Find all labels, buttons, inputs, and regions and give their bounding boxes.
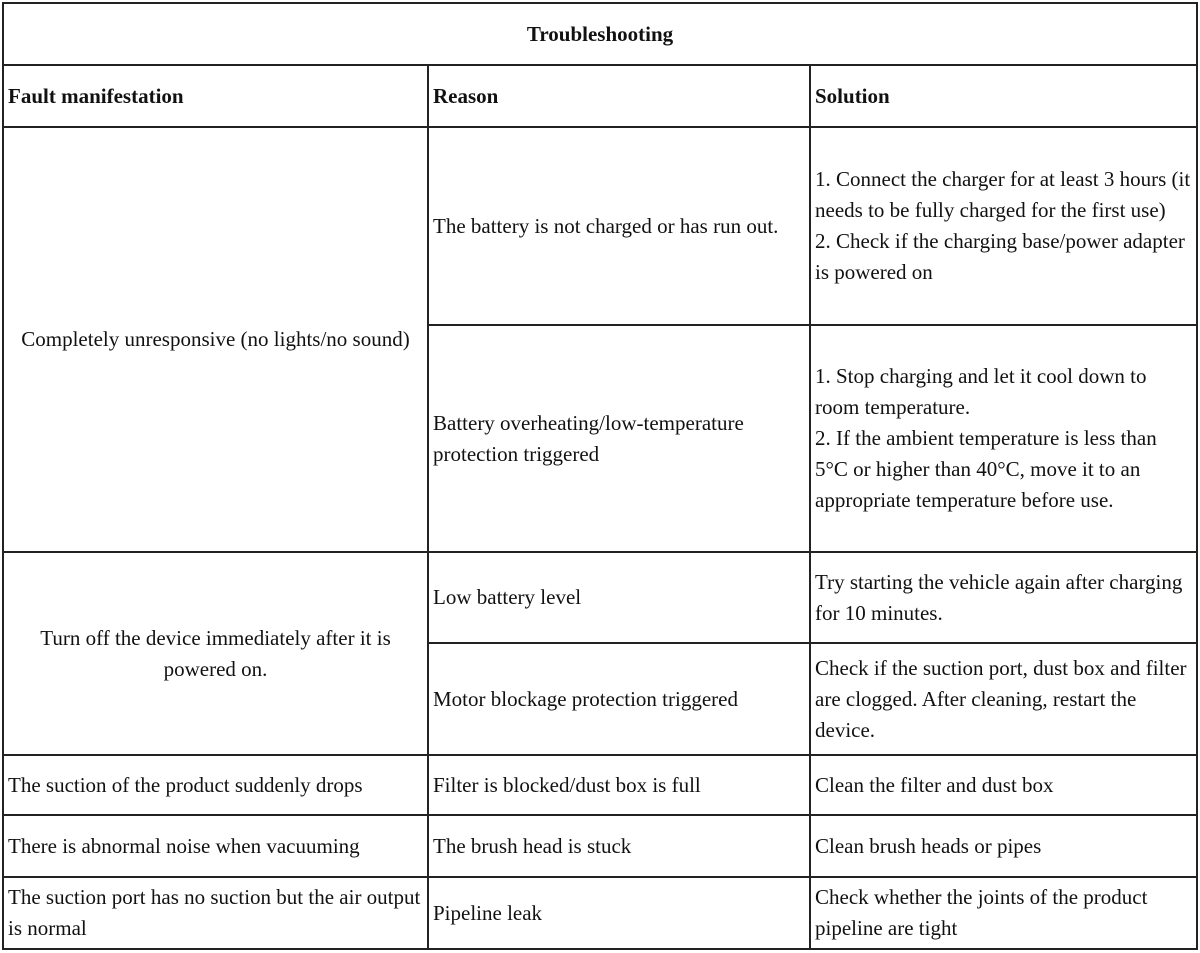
table-row — [3, 127, 1197, 325]
solution-cell — [810, 877, 1197, 949]
reason-cell: Low battery level — [428, 552, 810, 643]
solution-line: 1. Stop charging and let it cool down to room temperature. — [815, 364, 1147, 419]
header-reason: Reason — [428, 65, 810, 127]
table-row — [3, 815, 1197, 877]
solution-line: Check whether the joints of the product pipeline are tight — [815, 885, 1148, 940]
fault-cell: There is abnormal noise when vacuuming — [3, 815, 428, 877]
solution-line: 1. Connect the charger for at least 3 hours (it needs to be fully charged for the first use) — [815, 167, 1191, 222]
table-row — [3, 755, 1197, 815]
solution-line: 2. Check if the charging base/power adapter is powered on — [815, 229, 1185, 284]
solution-cell — [810, 325, 1197, 552]
solution-cell — [810, 643, 1197, 755]
fault-cell: The suction of the product suddenly drops — [3, 755, 428, 815]
solution-cell — [810, 815, 1197, 877]
reason-cell: Battery overheating/low-temperature protection triggered — [428, 325, 810, 552]
table-row — [3, 877, 1197, 949]
header-solution: Solution — [810, 65, 1197, 127]
troubleshooting-table — [2, 2, 1198, 950]
reason-cell: Motor blockage protection triggered — [428, 643, 810, 755]
reason-cell: Filter is blocked/dust box is full — [428, 755, 810, 815]
solution-line: Clean brush heads or pipes — [815, 833, 1042, 858]
reason-cell: The battery is not charged or has run out. — [428, 127, 810, 325]
fault-cell: Turn off the device immediately after it is powered on. — [3, 552, 428, 755]
reason-cell: Pipeline leak — [428, 877, 810, 949]
fault-cell: Completely unresponsive (no lights/no sound) — [3, 127, 428, 552]
header-row — [3, 65, 1197, 127]
solution-cell — [810, 552, 1197, 643]
solution-cell — [810, 127, 1197, 325]
reason-cell: The brush head is stuck — [428, 815, 810, 877]
title-row — [3, 3, 1197, 65]
header-fault-manifestation: Fault manifestation — [3, 65, 428, 127]
solution-line: Try starting the vehicle again after charging for 10 minutes. — [815, 569, 1183, 625]
solution-line: 2. If the ambient temperature is less than 5°C or higher than 40°C, move it to an appropriate temperature before use. — [815, 426, 1157, 512]
solution-line: Clean the filter and dust box — [815, 772, 1054, 797]
table-row — [3, 552, 1197, 643]
table-title: Troubleshooting — [3, 3, 1197, 65]
solution-line: Check if the suction port, dust box and filter are clogged. After cleaning, restart the device. — [815, 655, 1187, 742]
fault-cell: The suction port has no suction but the air output is normal — [3, 877, 428, 949]
solution-cell — [810, 755, 1197, 815]
